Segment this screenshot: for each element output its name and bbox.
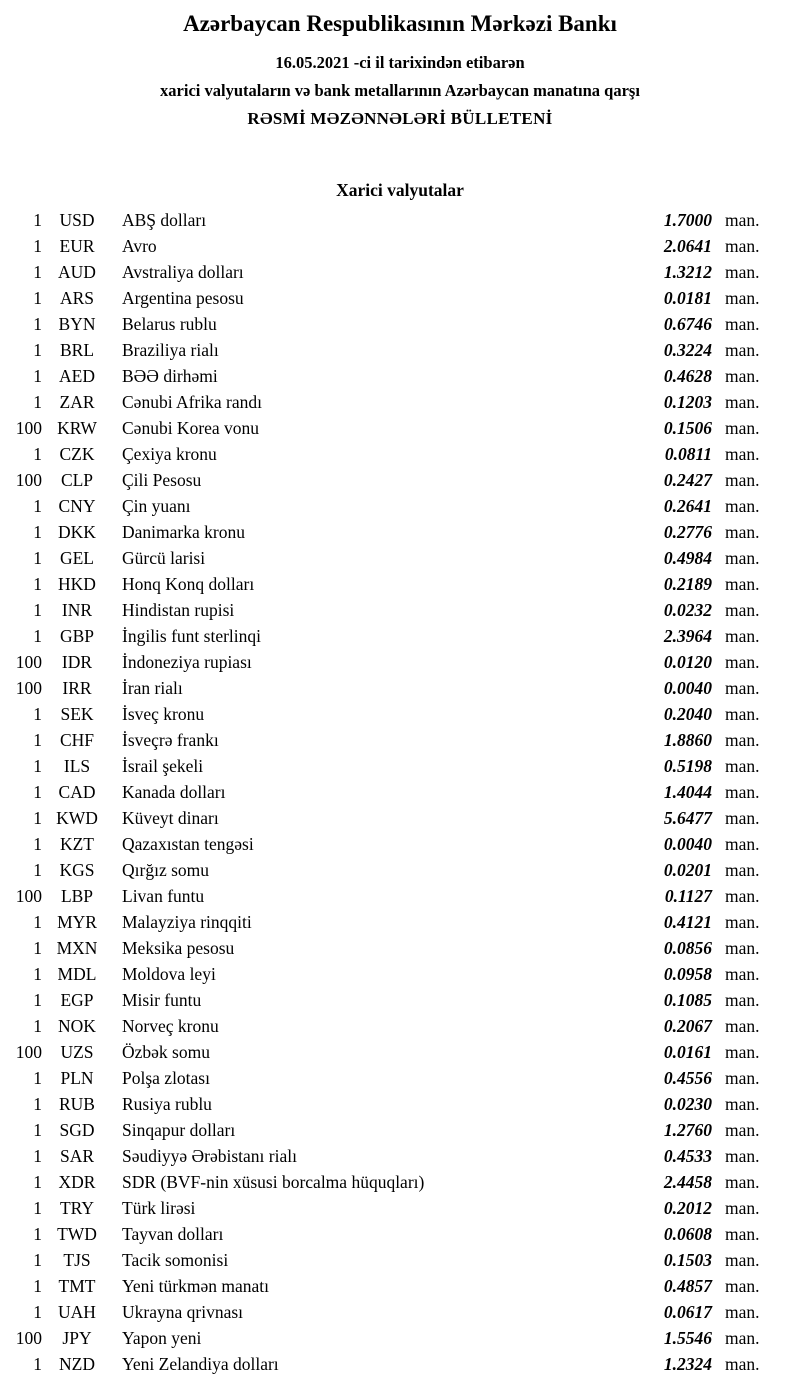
currency-unit-label: man. xyxy=(725,781,760,802)
currency-name: İngilis funt sterlinqi xyxy=(122,625,262,646)
currency-name: Tayvan dolları xyxy=(122,1223,224,1244)
currency-unit-label: man. xyxy=(725,573,760,594)
currency-rate: 1.7000 xyxy=(663,209,712,230)
effective-date-line: 16.05.2021 -ci il tarixindən etibarən xyxy=(275,52,525,72)
currency-unit-label: man. xyxy=(725,599,760,620)
currency-row xyxy=(14,519,770,545)
currency-unit-label: man. xyxy=(725,1249,760,1270)
currency-name: Ukrayna qrivnası xyxy=(122,1301,244,1322)
currency-rate: 0.2067 xyxy=(663,1015,712,1036)
currency-unit-label: man. xyxy=(725,235,760,256)
currency-rate: 0.1127 xyxy=(664,885,712,906)
currency-name: Misir funtu xyxy=(122,989,202,1010)
currency-quantity: 1 xyxy=(33,911,42,932)
currency-rate: 0.6746 xyxy=(663,313,712,334)
currency-unit-label: man. xyxy=(725,729,760,750)
currency-unit-label: man. xyxy=(725,339,760,360)
currency-quantity: 1 xyxy=(33,1275,42,1296)
currency-row xyxy=(14,1169,770,1195)
currency-unit-label: man. xyxy=(725,547,760,568)
currency-quantity: 1 xyxy=(33,781,42,802)
currency-code: IRR xyxy=(62,677,92,698)
currency-rate: 1.5546 xyxy=(663,1327,712,1348)
currency-name: İsrail şekeli xyxy=(122,755,204,776)
currency-unit-label: man. xyxy=(725,1171,760,1192)
currency-row xyxy=(14,1221,770,1247)
currency-unit-label: man. xyxy=(725,1119,760,1140)
currency-code: TWD xyxy=(57,1223,97,1244)
currency-quantity: 1 xyxy=(33,1353,42,1374)
currency-quantity: 1 xyxy=(33,1015,42,1036)
currency-rate: 0.2776 xyxy=(663,521,712,542)
currency-code: JPY xyxy=(62,1327,92,1348)
currency-name: Özbək somu xyxy=(122,1041,210,1062)
currency-name: Yapon yeni xyxy=(122,1327,202,1348)
currency-rate: 0.4121 xyxy=(663,911,712,932)
currency-row xyxy=(14,623,770,649)
currency-quantity: 100 xyxy=(15,1041,42,1062)
currency-name: Çili Pesosu xyxy=(122,469,202,490)
currency-name: Tacik somonisi xyxy=(122,1249,229,1270)
currency-quantity: 100 xyxy=(15,417,42,438)
currency-name: Cənubi Korea vonu xyxy=(122,417,260,438)
currency-name: Meksika pesosu xyxy=(122,937,235,958)
currency-unit-label: man. xyxy=(725,209,760,230)
currency-rate: 0.1503 xyxy=(663,1249,712,1270)
currency-unit-label: man. xyxy=(725,1353,760,1374)
currency-unit-label: man. xyxy=(725,365,760,386)
currency-name: Danimarka kronu xyxy=(122,521,245,542)
currency-name: İsveçrə frankı xyxy=(122,729,219,750)
currency-code: TJS xyxy=(63,1249,91,1270)
scope-line: xarici valyutaların və bank metallarının Azərbaycan manatına qarşı xyxy=(160,80,640,100)
currency-row xyxy=(14,1351,770,1377)
currency-rate: 0.2040 xyxy=(663,703,712,724)
currency-row xyxy=(14,935,770,961)
currency-quantity: 1 xyxy=(33,1119,42,1140)
currency-row xyxy=(14,467,770,493)
currency-name: İran rialı xyxy=(122,677,183,698)
currency-code: KRW xyxy=(57,417,97,438)
currency-row xyxy=(14,1273,770,1299)
currency-quantity: 1 xyxy=(33,209,42,230)
currency-rate: 0.1506 xyxy=(663,417,712,438)
currency-rate: 0.0617 xyxy=(663,1301,712,1322)
currency-row xyxy=(14,1325,770,1351)
currency-rate: 0.0230 xyxy=(663,1093,712,1114)
currency-name: Cənubi Afrika randı xyxy=(122,391,262,412)
currency-name: Hindistan rupisi xyxy=(122,599,235,620)
currency-code: AUD xyxy=(58,261,96,282)
currency-row xyxy=(14,415,770,441)
currency-name: Avstraliya dolları xyxy=(122,261,244,282)
currency-unit-label: man. xyxy=(725,417,760,438)
currency-code: UZS xyxy=(60,1041,94,1062)
currency-row xyxy=(14,1091,770,1117)
currency-rate: 0.0120 xyxy=(663,651,712,672)
currency-rate: 0.1085 xyxy=(663,989,712,1010)
currency-row xyxy=(14,1117,770,1143)
currency-row xyxy=(14,597,770,623)
currency-unit-label: man. xyxy=(725,261,760,282)
currency-row xyxy=(14,441,770,467)
currency-quantity: 1 xyxy=(33,1197,42,1218)
currency-name: Küveyt dinarı xyxy=(122,807,219,828)
currency-unit-label: man. xyxy=(725,1223,760,1244)
currency-code: LBP xyxy=(60,885,94,906)
currency-quantity: 1 xyxy=(33,235,42,256)
currency-code: NZD xyxy=(59,1353,95,1374)
currency-unit-label: man. xyxy=(725,1067,760,1088)
currency-row xyxy=(14,961,770,987)
currency-unit-label: man. xyxy=(725,1327,760,1348)
currency-row xyxy=(14,233,770,259)
currency-quantity: 100 xyxy=(15,1327,42,1348)
currency-quantity: 1 xyxy=(33,1067,42,1088)
currency-rate: 2.3964 xyxy=(663,625,712,646)
currency-rate: 2.0641 xyxy=(663,235,712,256)
currency-rate: 0.5198 xyxy=(663,755,712,776)
currency-row xyxy=(14,805,770,831)
currency-row xyxy=(14,545,770,571)
currency-unit-label: man. xyxy=(725,677,760,698)
currency-table xyxy=(0,207,800,1387)
currency-unit-label: man. xyxy=(725,1041,760,1062)
currency-quantity: 1 xyxy=(33,1093,42,1114)
currency-code: SGD xyxy=(59,1119,95,1140)
currency-unit-label: man. xyxy=(725,807,760,828)
currency-unit-label: man. xyxy=(725,859,760,880)
currency-name: Sinqapur dolları xyxy=(122,1119,236,1140)
currency-quantity: 1 xyxy=(33,339,42,360)
currency-name: Çin yuanı xyxy=(122,495,191,516)
currency-row xyxy=(14,207,770,233)
currency-rate: 0.2189 xyxy=(663,573,712,594)
currency-unit-label: man. xyxy=(725,1093,760,1114)
currency-row xyxy=(14,831,770,857)
currency-name: Norveç kronu xyxy=(122,1015,219,1036)
currency-quantity: 1 xyxy=(33,937,42,958)
currency-rate: 0.2012 xyxy=(663,1197,712,1218)
currency-row xyxy=(14,883,770,909)
currency-row xyxy=(14,909,770,935)
currency-code: ZAR xyxy=(59,391,95,412)
currency-rate: 0.4984 xyxy=(663,547,712,568)
currency-unit-label: man. xyxy=(725,1015,760,1036)
currency-rate: 1.3212 xyxy=(663,261,712,282)
currency-quantity: 1 xyxy=(33,989,42,1010)
currency-quantity: 1 xyxy=(33,599,42,620)
currency-code: ILS xyxy=(63,755,91,776)
currency-row xyxy=(14,363,770,389)
currency-row xyxy=(14,311,770,337)
currency-code: INR xyxy=(61,599,93,620)
currency-code: DKK xyxy=(58,521,96,542)
currency-row xyxy=(14,649,770,675)
currency-name: Malayziya rinqqiti xyxy=(122,911,252,932)
currency-name: Moldova leyi xyxy=(122,963,216,984)
currency-code: CNY xyxy=(58,495,96,516)
currency-name: Gürcü larisi xyxy=(122,547,206,568)
currency-code: USD xyxy=(59,209,95,230)
currency-name: Türk lirəsi xyxy=(122,1197,196,1218)
currency-unit-label: man. xyxy=(725,313,760,334)
currency-quantity: 1 xyxy=(33,625,42,646)
currency-quantity: 1 xyxy=(33,495,42,516)
currency-quantity: 1 xyxy=(33,443,42,464)
currency-code: IDR xyxy=(61,651,93,672)
currency-row xyxy=(14,1039,770,1065)
currency-quantity: 1 xyxy=(33,287,42,308)
currency-name: Braziliya rialı xyxy=(122,339,219,360)
currency-quantity: 1 xyxy=(33,521,42,542)
currency-rate: 0.0181 xyxy=(663,287,712,308)
currency-rate: 0.0201 xyxy=(663,859,712,880)
currency-rate: 0.4628 xyxy=(663,365,712,386)
currency-row xyxy=(14,1065,770,1091)
currency-name: İndoneziya rupiası xyxy=(122,651,252,672)
currency-quantity: 1 xyxy=(33,365,42,386)
currency-rate: 2.4458 xyxy=(663,1171,712,1192)
currency-name: Səudiyyə Ərəbistanı rialı xyxy=(122,1145,297,1166)
currency-unit-label: man. xyxy=(725,469,760,490)
currency-row xyxy=(14,1195,770,1221)
currency-code: SEK xyxy=(60,703,94,724)
currency-row xyxy=(14,1299,770,1325)
currency-code: EUR xyxy=(59,235,95,256)
currency-row xyxy=(14,701,770,727)
currency-code: CZK xyxy=(59,443,95,464)
currency-code: ARS xyxy=(59,287,95,308)
bulletin-title-line: RƏSMİ MƏZƏNNƏLƏRİ BÜLLETENİ xyxy=(247,108,553,128)
currency-code: EGP xyxy=(60,989,94,1010)
currency-rate: 0.2641 xyxy=(663,495,712,516)
currency-name: Yeni Zelandiya dolları xyxy=(122,1353,279,1374)
currency-rate: 0.4857 xyxy=(663,1275,712,1296)
currency-code: CHF xyxy=(59,729,95,750)
currency-quantity: 1 xyxy=(33,391,42,412)
currency-code: XDR xyxy=(58,1171,96,1192)
currency-code: CLP xyxy=(60,469,94,490)
currency-code: GBP xyxy=(59,625,95,646)
currency-unit-label: man. xyxy=(725,885,760,906)
currency-unit-label: man. xyxy=(725,703,760,724)
currency-quantity: 1 xyxy=(33,1223,42,1244)
currency-row xyxy=(14,571,770,597)
currency-rate: 5.6477 xyxy=(663,807,712,828)
bulletin-header xyxy=(0,10,800,134)
currency-rate: 0.2427 xyxy=(663,469,712,490)
currency-quantity: 100 xyxy=(15,677,42,698)
currency-code: TRY xyxy=(59,1197,95,1218)
currency-quantity: 1 xyxy=(33,1171,42,1192)
currency-unit-label: man. xyxy=(725,651,760,672)
section-heading: Xarici valyutalar xyxy=(336,179,464,200)
currency-name: Polşa zlotası xyxy=(122,1067,210,1088)
currency-unit-label: man. xyxy=(725,1145,760,1166)
currency-row xyxy=(14,857,770,883)
currency-unit-label: man. xyxy=(725,443,760,464)
currency-code: HKD xyxy=(58,573,96,594)
currency-unit-label: man. xyxy=(725,911,760,932)
currency-rate: 0.0161 xyxy=(663,1041,712,1062)
currency-rate: 1.4044 xyxy=(663,781,712,802)
currency-code: SAR xyxy=(59,1145,95,1166)
currency-unit-label: man. xyxy=(725,833,760,854)
currency-name: İsveç kronu xyxy=(122,703,205,724)
currency-name: Belarus rublu xyxy=(122,313,217,334)
currency-code: KWD xyxy=(56,807,98,828)
currency-rate: 1.2760 xyxy=(663,1119,712,1140)
currency-rate: 1.8860 xyxy=(663,729,712,750)
currency-code: KZT xyxy=(59,833,95,854)
currency-name: Kanada dolları xyxy=(122,781,226,802)
currency-quantity: 1 xyxy=(33,547,42,568)
currency-code: PLN xyxy=(60,1067,94,1088)
currency-quantity: 1 xyxy=(33,755,42,776)
currency-row xyxy=(14,727,770,753)
currency-row xyxy=(14,493,770,519)
currency-row xyxy=(14,1247,770,1273)
currency-row xyxy=(14,259,770,285)
currency-quantity: 1 xyxy=(33,859,42,880)
currency-quantity: 1 xyxy=(33,729,42,750)
currency-code: MDL xyxy=(57,963,97,984)
currency-name: ABŞ dolları xyxy=(122,209,207,230)
currency-name: Qırğız somu xyxy=(122,859,210,880)
currency-name: SDR (BVF-nin xüsusi borcalma hüquqları) xyxy=(122,1171,425,1192)
currency-rate: 1.2324 xyxy=(663,1353,712,1374)
currency-row xyxy=(14,389,770,415)
currency-quantity: 1 xyxy=(33,703,42,724)
currency-unit-label: man. xyxy=(725,963,760,984)
currency-name: Çexiya kronu xyxy=(122,443,217,464)
currency-name: Honq Konq dolları xyxy=(122,573,255,594)
currency-unit-label: man. xyxy=(725,989,760,1010)
currency-quantity: 1 xyxy=(33,573,42,594)
currency-unit-label: man. xyxy=(725,937,760,958)
currency-row xyxy=(14,987,770,1013)
currency-code: BRL xyxy=(59,339,95,360)
currency-name: Yeni türkmən manatı xyxy=(122,1275,269,1296)
currency-code: NOK xyxy=(58,1015,96,1036)
currency-rate: 0.0040 xyxy=(663,833,712,854)
currency-name: Rusiya rublu xyxy=(122,1093,212,1114)
currency-name: BƏƏ dirhəmi xyxy=(122,365,218,386)
currency-code: MYR xyxy=(57,911,97,932)
currency-unit-label: man. xyxy=(725,1301,760,1322)
currency-row xyxy=(14,753,770,779)
currency-code: AED xyxy=(59,365,95,386)
currency-row xyxy=(14,1013,770,1039)
currency-quantity: 1 xyxy=(33,313,42,334)
currency-rate: 0.1203 xyxy=(663,391,712,412)
currency-rate: 0.0811 xyxy=(664,443,712,464)
currency-quantity: 1 xyxy=(33,963,42,984)
currency-row xyxy=(14,337,770,363)
currency-row xyxy=(14,675,770,701)
currency-unit-label: man. xyxy=(725,1197,760,1218)
currency-quantity: 1 xyxy=(33,1301,42,1322)
currency-row xyxy=(14,1143,770,1169)
currency-quantity: 1 xyxy=(33,833,42,854)
currency-rate: 0.4533 xyxy=(663,1145,712,1166)
currency-rate: 0.0608 xyxy=(663,1223,712,1244)
currency-unit-label: man. xyxy=(725,755,760,776)
currency-name: Argentina pesosu xyxy=(122,287,244,308)
currency-rate: 0.0232 xyxy=(663,599,712,620)
currency-unit-label: man. xyxy=(725,495,760,516)
currency-unit-label: man. xyxy=(725,521,760,542)
currency-unit-label: man. xyxy=(725,625,760,646)
currency-quantity: 100 xyxy=(15,651,42,672)
currency-row xyxy=(14,285,770,311)
currency-code: KGS xyxy=(59,859,95,880)
currency-unit-label: man. xyxy=(725,287,760,308)
currency-rate: 0.0040 xyxy=(663,677,712,698)
currency-quantity: 1 xyxy=(33,261,42,282)
currency-rate: 0.0856 xyxy=(663,937,712,958)
bank-title: Azərbaycan Respublikasının Mərkəzi Bankı xyxy=(183,11,617,36)
currency-row xyxy=(14,779,770,805)
currency-code: TMT xyxy=(58,1275,96,1296)
currency-code: BYN xyxy=(58,313,96,334)
currency-quantity: 100 xyxy=(15,469,42,490)
currency-code: RUB xyxy=(59,1093,95,1114)
currency-quantity: 1 xyxy=(33,1249,42,1270)
currency-unit-label: man. xyxy=(725,1275,760,1296)
currency-code: MXN xyxy=(56,937,98,958)
currency-code: CAD xyxy=(58,781,96,802)
currency-rate: 0.3224 xyxy=(663,339,712,360)
currency-name: Livan funtu xyxy=(122,885,205,906)
currency-quantity: 1 xyxy=(33,1145,42,1166)
currency-name: Avro xyxy=(122,235,157,256)
currency-rate: 0.4556 xyxy=(663,1067,712,1088)
currency-quantity: 1 xyxy=(33,807,42,828)
currency-rate: 0.0958 xyxy=(663,963,712,984)
currency-unit-label: man. xyxy=(725,391,760,412)
currency-name: Qazaxıstan tengəsi xyxy=(122,833,254,854)
currency-quantity: 100 xyxy=(15,885,42,906)
currency-code: UAH xyxy=(58,1301,96,1322)
currency-code: GEL xyxy=(59,547,95,568)
